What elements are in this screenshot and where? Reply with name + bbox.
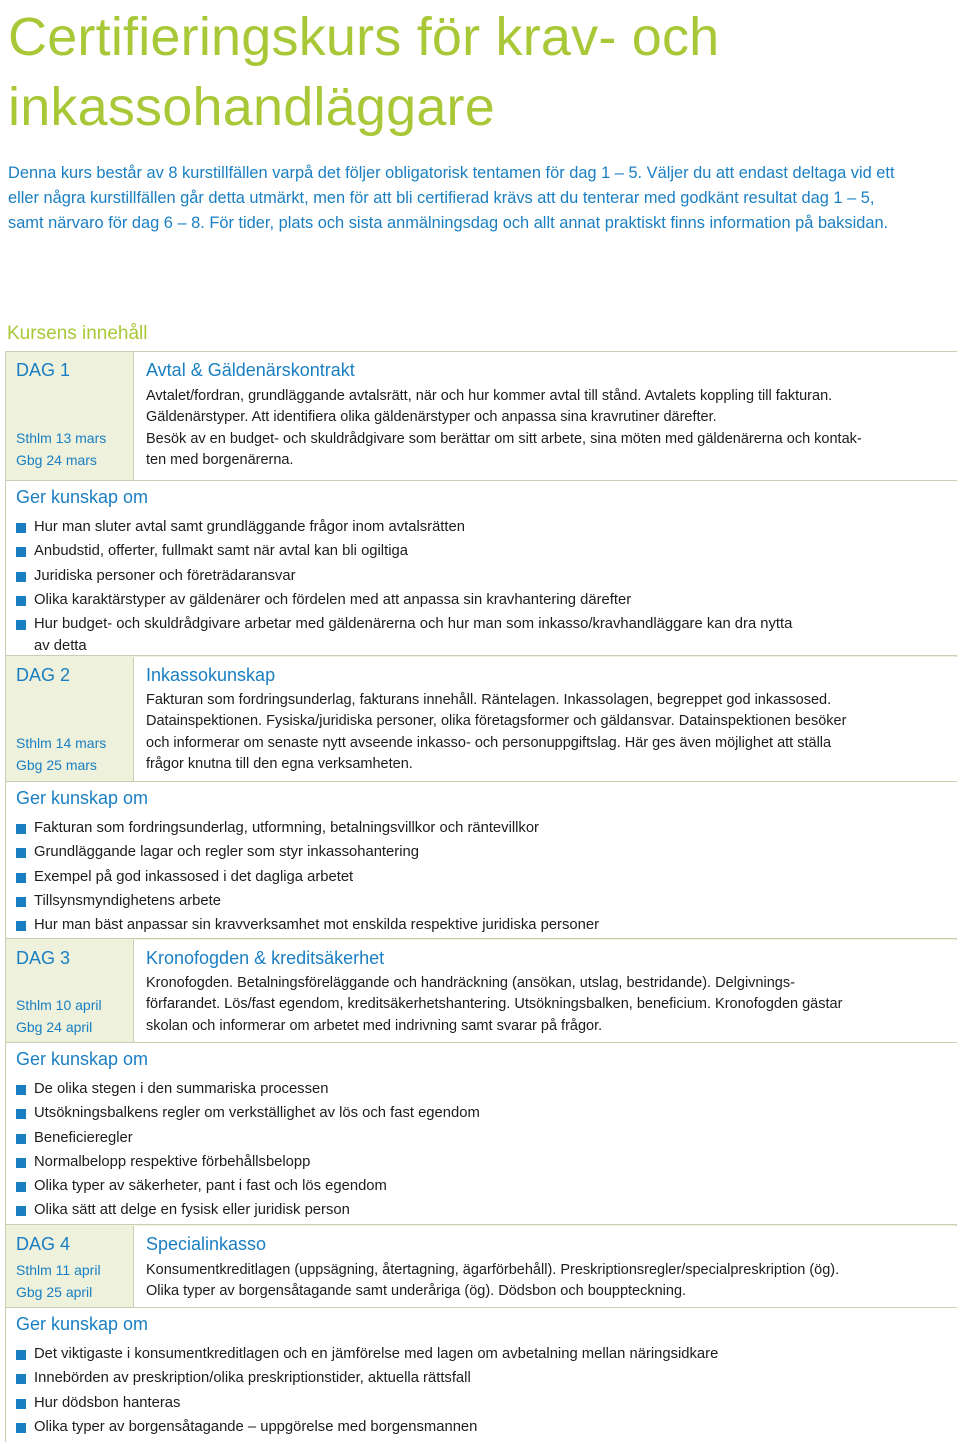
day-4-content (133, 1226, 957, 1307)
description-line: Avtalet/fordran, grundläggande avtalsrätt, när och hur kommer avtal till stånd. Avtalets koppling till fakturan. (146, 388, 833, 404)
description-line: Besök av en budget- och skuldrådgivare som berättar om sitt arbete, sina möten med gäldenärerna och kontak- (146, 430, 862, 447)
intro-line: Denna kurs består av 8 kurstillfällen varpå det följer obligatorisk tentamen för dag 1 – 5. Väljer du att endast deltaga vid ett (8, 164, 895, 182)
title-line: Certifieringskurs för krav- och (8, 7, 720, 67)
day-1-knowledge (6, 480, 957, 656)
description-line: Olika typer av borgensåtagande samt underåriga (ög). Dödsbon och bouppteckning. (146, 1283, 687, 1300)
day-3-knowledge (6, 1042, 957, 1225)
knowledge-item: Innebörden av preskription/olika preskriptionstider, aktuella rättsfall (16, 1366, 718, 1390)
day-2-sidebar (6, 657, 133, 781)
intro-line: samt närvaro för dag 6 – 8. För tider, plats och sista anmälningsdag och allt annat praktiskt finns information på baksidan. (8, 214, 889, 232)
description-line: ten med borgenärerna. (146, 451, 294, 468)
day-2-knowledge (6, 781, 957, 939)
day-1-content (133, 352, 957, 480)
date-stockholm: Sthlm 11 april (16, 1262, 101, 1278)
description-line: Kronofogden. Betalningsföreläggande och handräckning (ansökan, utslag, bestridande). Delgivnings- (146, 975, 795, 991)
bullet-square-icon (16, 897, 26, 907)
day-3-sidebar (6, 940, 133, 1042)
knowledge-item: Normalbelopp respektive förbehållsbelopp (16, 1150, 480, 1174)
knowledge-item: Juridiska personer och företrädaransvar (16, 564, 792, 588)
bullet-square-icon (16, 523, 26, 533)
day-3-content (133, 940, 957, 1042)
day-description (146, 973, 842, 1037)
bullet-square-icon (16, 1109, 26, 1119)
section-heading: Kursens innehåll (7, 323, 148, 344)
knowledge-item: Beneficieregler (16, 1126, 480, 1150)
bullet-square-icon (16, 1350, 26, 1360)
knowledge-item: Hur dödsbon hanteras (16, 1391, 718, 1415)
day-4-sidebar (6, 1226, 133, 1307)
knowledge-list (16, 816, 599, 937)
knowledge-item: Anbudstid, offerter, fullmakt samt när avtal kan bli ogiltiga (16, 539, 792, 563)
bullet-square-icon (16, 873, 26, 883)
date-goteborg: Gbg 24 mars (16, 451, 97, 468)
day-description (146, 1260, 839, 1303)
date-stockholm: Sthlm 14 mars (16, 735, 107, 751)
day-label: DAG 2 (16, 665, 71, 685)
description-line: Konsumentkreditlagen (uppsägning, återtagning, ägarförbehåll). Preskriptionsregler/specialpreskription (ög). (146, 1262, 840, 1278)
date-goteborg: Gbg 25 april (16, 1283, 93, 1300)
day-description (146, 386, 862, 471)
knowledge-heading: Ger kunskap om (16, 487, 149, 507)
knowledge-item: Hur man bäst anpassar sin kravverksamhet mot enskilda respektive juridiska personer (16, 913, 599, 937)
bullet-square-icon (16, 1085, 26, 1095)
bullet-square-icon (16, 1182, 26, 1192)
date-goteborg: Gbg 25 mars (16, 756, 97, 773)
knowledge-heading: Ger kunskap om (16, 1049, 149, 1069)
bullet-square-icon (16, 1399, 26, 1409)
bullet-square-icon (16, 848, 26, 858)
knowledge-item: Olika typer av borgensåtagande – uppgörelse med borgensmannen (16, 1415, 718, 1439)
day-title: Kronofogden & kreditsäkerhet (146, 948, 385, 968)
knowledge-item: De olika stegen i den summariska processen (16, 1077, 480, 1101)
bullet-square-icon (16, 572, 26, 582)
knowledge-item: Hur budget- och skuldrådgivare arbetar med gäldenärerna och hur man som inkasso/kravhandläggare kan dra nytta av detta (16, 612, 792, 657)
day-dates (16, 995, 102, 1038)
knowledge-item: Grundläggande lagar och regler som styr inkassohantering (16, 840, 599, 864)
day-4-knowledge (6, 1307, 957, 1442)
description-line: och informerar om senaste nytt avseende inkasso- och personuppgiftslag. Här ges även möjlighet att ställa (146, 734, 832, 751)
day-2-content (133, 657, 957, 781)
intro-text (8, 161, 948, 236)
day-1-sidebar (6, 352, 133, 480)
bullet-square-icon (16, 620, 26, 630)
description-line: Fakturan som fordringsunderlag, fakturans innehåll. Räntelagen. Inkassolagen, begreppet god inkassosed. (146, 692, 832, 708)
knowledge-item: Det viktigaste i konsumentkreditlagen och en jämförelse med lagen om avbetalning mellan näringsidkare (16, 1342, 718, 1366)
knowledge-item: Hur man sluter avtal samt grundläggande frågor inom avtalsrätten (16, 515, 792, 539)
day-title: Inkassokunskap (146, 665, 276, 685)
knowledge-item: Olika sätt att delge en fysisk eller juridisk person (16, 1198, 480, 1222)
knowledge-heading: Ger kunskap om (16, 788, 149, 808)
bullet-square-icon (16, 547, 26, 557)
title-line: inkassohandläggare (8, 77, 495, 137)
knowledge-list (16, 515, 792, 657)
date-stockholm: Sthlm 10 april (16, 997, 102, 1013)
date-goteborg: Gbg 24 april (16, 1018, 93, 1035)
bullet-square-icon (16, 1134, 26, 1144)
bullet-square-icon (16, 824, 26, 834)
knowledge-item: Utsökningsbalkens regler om verkställighet av lös och fast egendom (16, 1101, 480, 1125)
knowledge-item: Olika typer av säkerheter, pant i fast och lös egendom (16, 1174, 480, 1198)
knowledge-list (16, 1077, 480, 1223)
day-label: DAG 4 (16, 1234, 71, 1254)
bullet-square-icon (16, 921, 26, 931)
day-description (146, 690, 846, 775)
knowledge-item: Olika karaktärstyper av gäldenärer och fördelen med att anpassa sin kravhantering därefter (16, 588, 792, 612)
description-line: Datainspektionen. Fysiska/juridiska personer, olika företagsformer och gäldansvar. Datainspektionen besöker (146, 713, 847, 730)
bullet-square-icon (16, 1206, 26, 1216)
date-stockholm: Sthlm 13 mars (16, 430, 107, 446)
knowledge-item: Tillsynsmyndighetens arbete (16, 889, 599, 913)
day-label: DAG 3 (16, 948, 71, 968)
bullet-square-icon (16, 1423, 26, 1433)
description-line: Gäldenärstyper. Att identifiera olika gäldenärstyper och anpassa sina kravrutiner därefter. (146, 409, 717, 426)
knowledge-heading: Ger kunskap om (16, 1314, 149, 1334)
knowledge-list (16, 1342, 718, 1439)
day-dates (16, 428, 106, 471)
bullet-square-icon (16, 1374, 26, 1384)
knowledge-item: Fakturan som fordringsunderlag, utformning, betalningsvillkor och räntevillkor (16, 816, 599, 840)
day-title: Avtal & Gäldenärskontrakt (146, 360, 355, 380)
day-title: Specialinkasso (146, 1234, 267, 1254)
day-dates (16, 733, 106, 776)
knowledge-item: Exempel på god inkassosed i det dagliga arbetet (16, 865, 599, 889)
bullet-square-icon (16, 596, 26, 606)
description-line: frågor knutna till den egna verksamheten. (146, 755, 413, 772)
course-content-frame (5, 351, 957, 1442)
intro-line: eller några kurstillfällen går detta utmärkt, men för att bli certifierad krävs att du tenterar med godkänt resultat dag 1 – 5, (8, 189, 875, 207)
day-dates (16, 1260, 101, 1303)
day-label: DAG 1 (16, 360, 71, 380)
bullet-square-icon (16, 1158, 26, 1168)
page-title (8, 2, 948, 142)
description-line: skolan och informerar om arbetet med indrivning samt svarar på frågor. (146, 1017, 603, 1034)
description-line: förfarandet. Lös/fast egendom, kreditsäkerhetshantering. Utsökningsbalken, beneficium. Kronofogden gästar (146, 996, 843, 1013)
